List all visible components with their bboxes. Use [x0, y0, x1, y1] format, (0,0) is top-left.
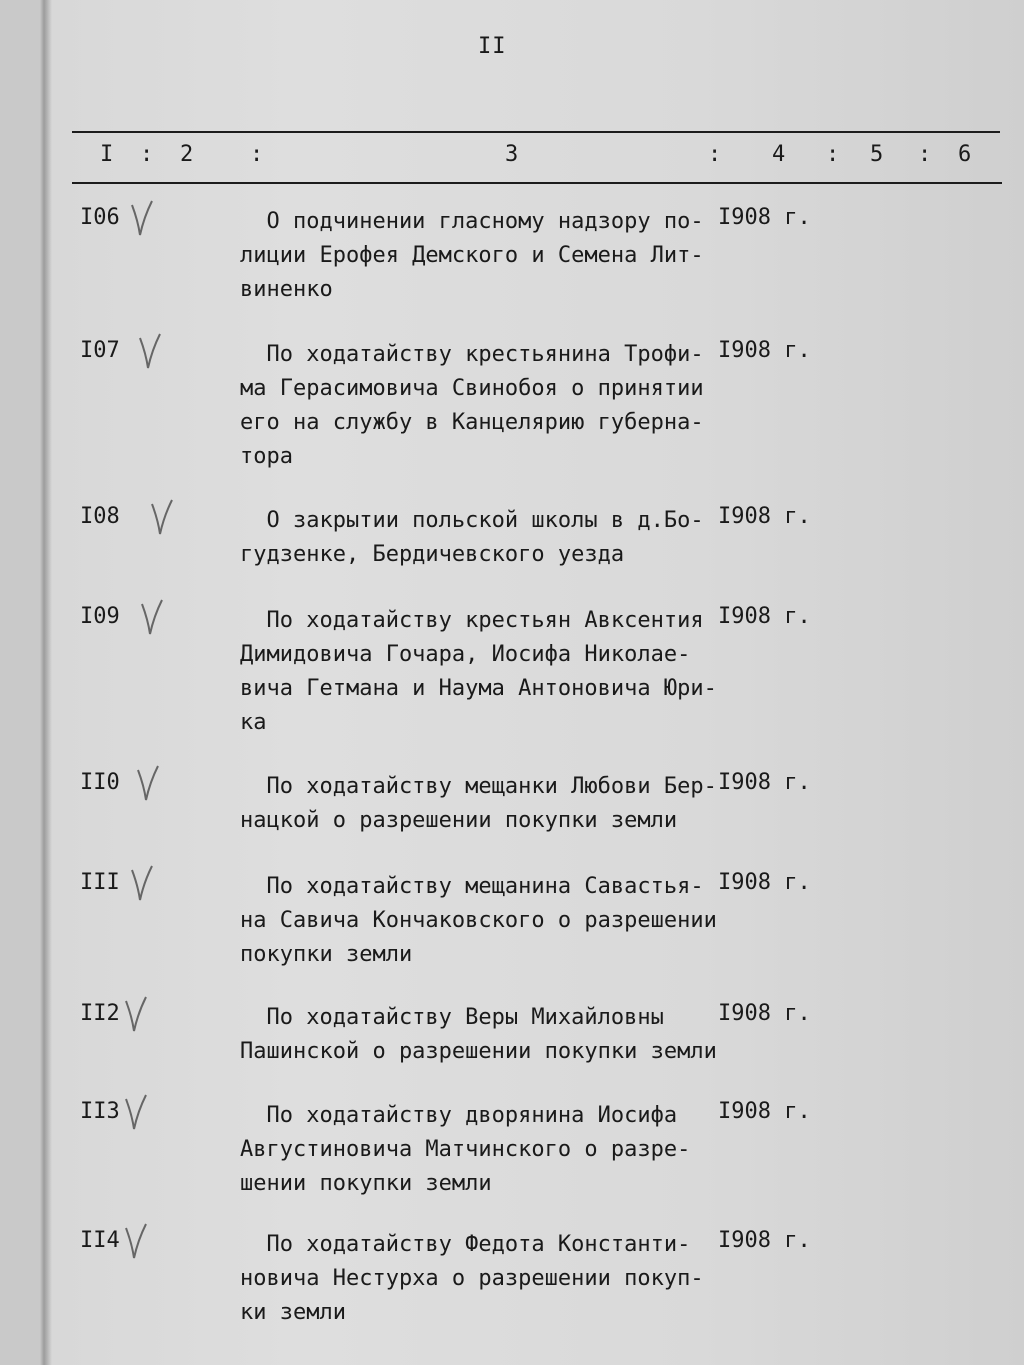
entry-description: О подчинении гласному надзору по- лиции Ерофея Демского и Семена Лит- виненко: [240, 209, 704, 302]
checkmark-icon: [124, 1093, 148, 1133]
entry-year: I908 г.: [718, 504, 811, 529]
column-header-4: 4: [772, 142, 786, 167]
entry-number: II2: [80, 1001, 120, 1026]
entry-description: По ходатайству крестьянина Трофи- ма Герасимовича Свинобоя о принятии его на службу в Канцелярию губерна- тора: [240, 342, 704, 469]
column-header-3: 3: [505, 142, 519, 167]
column-separator: :: [708, 142, 722, 167]
checkmark-icon: [130, 864, 154, 904]
entry-description: По ходатайству Веры Михайловны Пашинской о разрешении покупки земли: [240, 1005, 717, 1064]
entry-year: I908 г.: [718, 604, 811, 629]
entry-number: I06: [80, 205, 120, 230]
checkmark-icon: [138, 332, 162, 372]
entry-number: I08: [80, 504, 120, 529]
entry-description: По ходатайству мещанки Любови Бер- нацкой о разрешении покупки земли: [240, 774, 717, 833]
entry-year: I908 г.: [718, 338, 811, 363]
checkmark-icon: [124, 1222, 148, 1262]
page-number: II: [478, 34, 507, 59]
entry-number: I07: [80, 338, 120, 363]
column-header-6: 6: [958, 142, 972, 167]
entry-description: По ходатайству дворянина Иосифа Августиновича Матчинского о разре- шении покупки земли: [240, 1103, 691, 1196]
checkmark-icon: [150, 498, 174, 538]
entry-description: По ходатайству крестьян Авксентия Димидовича Гочара, Иосифа Николае- вича Гетмана и Наума Антоновича Юри- ка: [240, 608, 717, 735]
checkmark-icon: [140, 598, 164, 638]
column-separator: :: [140, 142, 154, 167]
entry-year: I908 г.: [718, 1099, 811, 1124]
column-separator: :: [250, 142, 264, 167]
entry-description: О закрытии польской школы в д.Бо- гудзенке, Бердичевского уезда: [240, 508, 704, 567]
column-separator: :: [918, 142, 932, 167]
entry-year: I908 г.: [718, 870, 811, 895]
entry-description: По ходатайству мещанина Савастья- на Савича Кончаковского о разрешении покупки земли: [240, 874, 717, 967]
column-separator: :: [826, 142, 840, 167]
entry-year: I908 г.: [718, 1228, 811, 1253]
entry-number: I09: [80, 604, 120, 629]
header-bottom-rule: [72, 182, 1002, 184]
entry-description: По ходатайству Федота Константи- новича Нестурха о разрешении покуп- ки земли: [240, 1232, 704, 1325]
checkmark-icon: [124, 995, 148, 1035]
column-header-2: 2: [180, 142, 194, 167]
entry-year: I908 г.: [718, 770, 811, 795]
entry-year: I908 г.: [718, 1001, 811, 1026]
header-top-rule: [72, 131, 1000, 133]
entry-number: II4: [80, 1228, 120, 1253]
column-header-5: 5: [870, 142, 884, 167]
checkmark-icon: [136, 764, 160, 804]
checkmark-icon: [130, 199, 154, 239]
column-header-1: I: [100, 142, 114, 167]
entry-number: II0: [80, 770, 120, 795]
entry-number: II3: [80, 1099, 120, 1124]
entry-year: I908 г.: [718, 205, 811, 230]
entry-number: III: [80, 870, 120, 895]
